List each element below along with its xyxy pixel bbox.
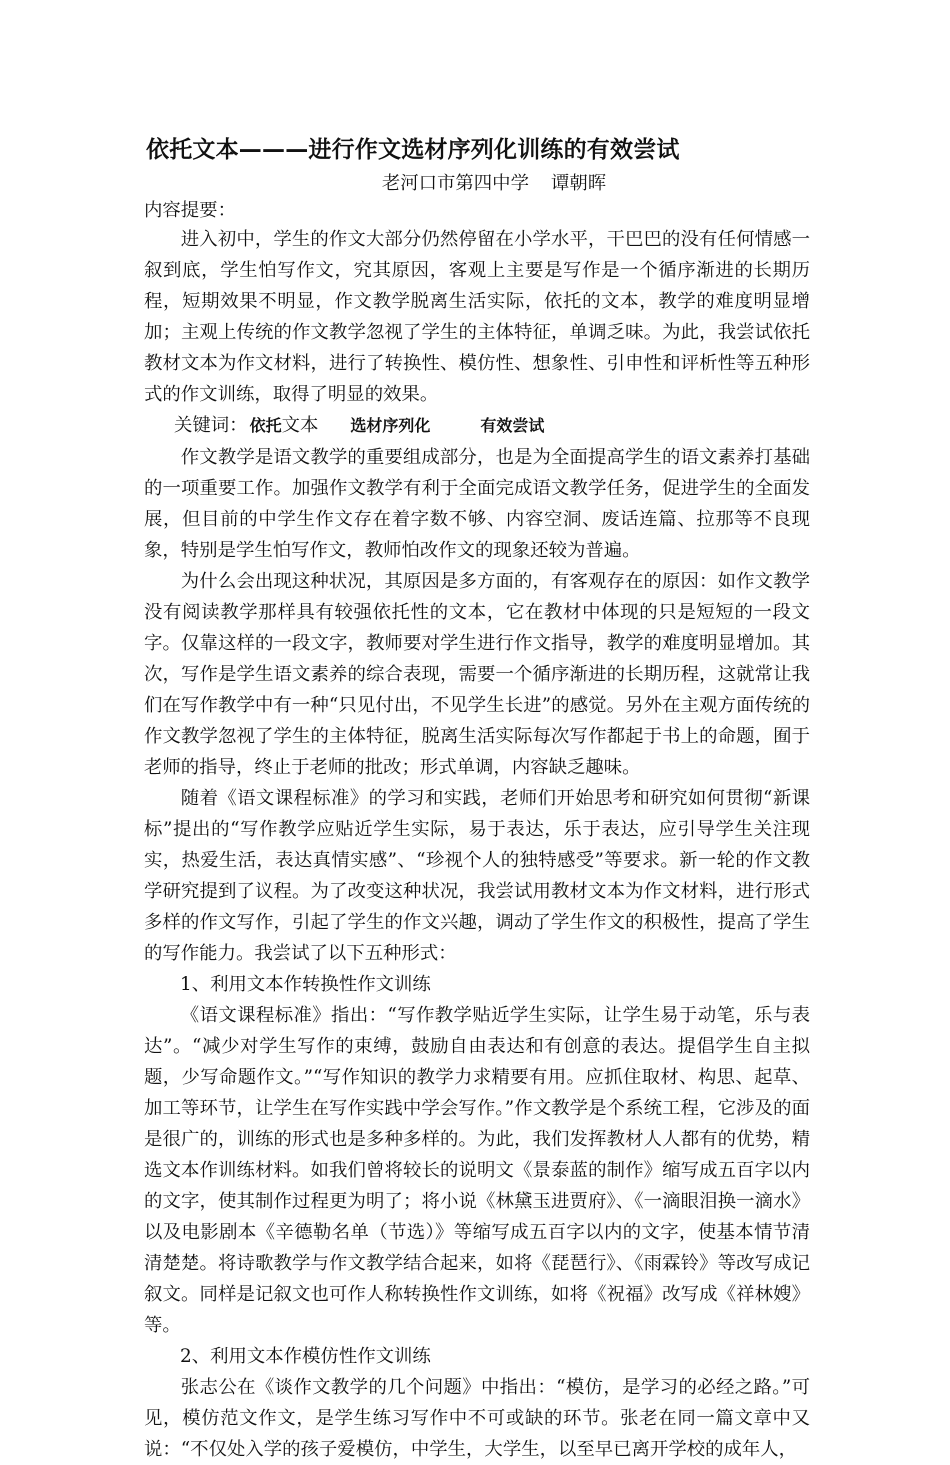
body-paragraph: 随着《语文课程标准》的学习和实践，老师们开始思考和研究如何贯彻“新课标”提出的“写作教学应贴近学生实际，易于表达，乐于表达，应引导学生关注现实，热爱生活，表达真情实感”、“珍视个人的独特感受”等要求。新一轮的作文教学研究提到了议程。为了改变这种状况，我尝试用教材文本为作文材料，进行形式多样的作文写作，引起了学生的作文兴趣，调动了学生作文的积极性，提高了学生的写作能力。我尝试了以下五种形式： (144, 788, 810, 964)
keyword-1-rest: 文本 (281, 415, 319, 436)
body-paragraph: 作文教学是语文教学的重要组成部分，也是为全面提高学生的语文素养打基础的一项重要工作。加强作文教学有利于全面完成语文教学任务，促进学生的全面发展，但目前的中学生作文存在着字数不够、内容空洞、废话连篇、拉那等不良现象，特别是学生怕写作文，教师怕改作文的现象还较为普遍。 (144, 447, 810, 561)
author-line (144, 170, 810, 198)
document-title: 依托文本———进行作文选材序列化训练的有效尝试 (146, 137, 680, 163)
author-name: 谭朝晖 (550, 173, 607, 194)
body-paragraph: 为什么会出现这种状况，其原因是多方面的，有客观存在的原因：如作文教学没有阅读教学那样具有较强依托性的文本，它在教材中体现的只是短短的一段文字。仅靠这样的一段文字，教师要对学生进行作文指导，教学的难度明显增加。其次，写作是学生语文素养的综合表现，需要一个循序渐进的长期历程，这就常让我们在写作教学中有一种“只见付出，不见学生长进”的感觉。另外在主观方面传统的作文教学忽视了学生的主体特征，脱离生活实际每次写作都起于书上的命题，囿于老师的指导，终止于老师的批改；形式单调，内容缺乏趣味。 (144, 571, 810, 778)
section-1-heading: 1、利用文本作转换性作文训练 (180, 974, 431, 995)
keyword-3: 有效尝试 (480, 416, 545, 435)
keywords-label: 关键词： (174, 415, 248, 436)
keyword-1-bold: 依托 (249, 416, 282, 435)
keyword-2: 选材序列化 (350, 416, 431, 435)
section-1-text: 《语文课程标准》指出：“写作教学贴近学生实际，让学生易于动笔，乐与表达”。“减少对学生写作的束缚，鼓励自由表达和有创意的表达。提倡学生自主拟题，少写命题作文。”“写作知识的教学力求精要有用。应抓住取材、构思、起草、加工等环节，让学生在写作实践中学会写作。”作文教学是个系统工程，它涉及的面是很广的，训练的形式也是多种多样的。为此，我们发挥教材人人都有的优势，精选文本作训练材料。如我们曾将较长的说明文《景泰蓝的制作》缩写成五百字以内的文字，使其制作过程更为明了；将小说《林黛玉进贾府》、《一滴眼泪换一滴水》以及电影剧本《辛德勒名单（节选）》等缩写成五百字以内的文字，使基本情节清清楚楚。将诗歌教学与作文教学结合起来，如将《琵琶行》、《雨霖铃》等改写成记叙文。同样是记叙文也可作人称转换性作文训练，如将《祝福》改写成《祥林嫂》等。 (144, 1005, 810, 1336)
section-2-heading: 2、利用文本作模仿性作文训练 (180, 1346, 431, 1367)
keywords-line (144, 410, 810, 442)
section-2-text: 张志公在《谈作文教学的几个问题》中指出：“模仿，是学习的必经之路。”可见，模仿范文作文，是学生练习写作中不可或缺的环节。张老在同一篇文章中又说：“不仅处入学的孩子爱模仿，中学生，大学生，以至早已离开学校的成年人， (144, 1377, 810, 1460)
abstract-label: 内容提要： (144, 200, 236, 221)
document-page (144, 130, 810, 1465)
abstract-text: 进入初中，学生的作文大部分仍然停留在小学水平，干巴巴的没有任何情感一叙到底，学生怕写作文，究其原因，客观上主要是写作是一个循序渐进的长期历程，短期效果不明显，作文教学脱离生活实际，依托的文本，教学的难度明显增加；主观上传统的作文教学忽视了学生的主体特征，单调乏味。为此，我尝试依托教材文本为作文材料，进行了转换性、模仿性、想象性、引申性和评析性等五种形式的作文训练，取得了明显的效果。 (144, 229, 810, 405)
author-school: 老河口市第四中学 (381, 173, 529, 194)
